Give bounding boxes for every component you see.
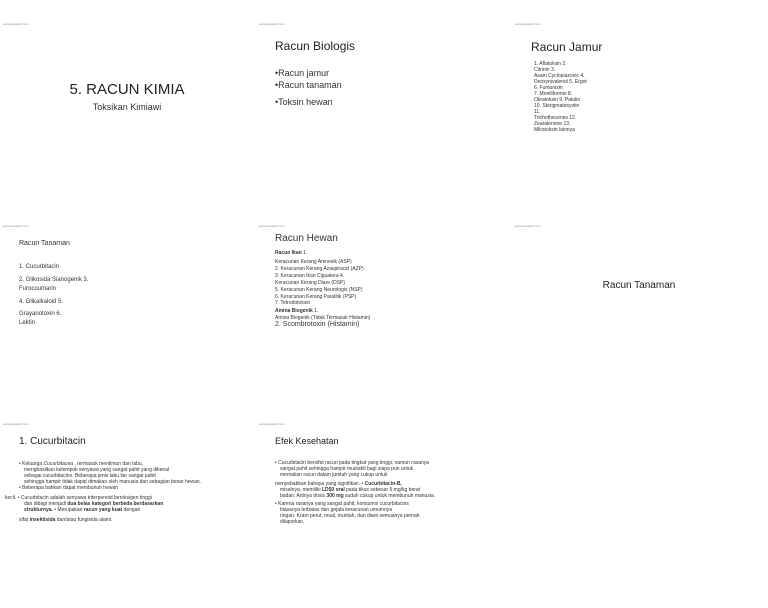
text-line: dilaporkan.	[280, 519, 305, 525]
text-span: LD50 oral	[321, 487, 345, 493]
text-line: sangat pahit sehingga hampir mustahil bagi siapa pun untuk	[280, 466, 414, 472]
slide-title: Racun Hewan	[275, 233, 338, 244]
mushroom-toxin-list	[534, 61, 587, 133]
text-span: dua belas kategori berbeda berdasarkan	[67, 501, 164, 507]
plant-toxin-list	[19, 263, 88, 328]
list-item: Keracunan Kerang Amnesik (ASP)	[275, 259, 352, 265]
slide-6	[512, 222, 766, 410]
slide-1	[0, 20, 254, 208]
text-line	[19, 517, 254, 523]
list-item: 7. Tetrodotoksin	[275, 300, 311, 306]
text-line: memakan racun dalam jumlah yang cukup untuk	[280, 472, 388, 478]
text-span: pada tikus sebesar 5 mg/kg berat	[344, 487, 421, 493]
slide-title: Racun Jamur	[531, 40, 603, 54]
amine-heading	[275, 308, 500, 314]
slide-7	[0, 420, 254, 608]
list-item: Grayanotoxin 6.	[19, 311, 62, 317]
text-line	[19, 507, 254, 513]
slide-5	[256, 222, 510, 410]
slide-label: www.research.com	[515, 22, 541, 26]
list-item: 2. Scombrotoxin (Histamin)	[275, 321, 360, 328]
list-item: Citrinin 3.	[534, 67, 556, 73]
list-item: Amina Biogenik (Tidak Termasuk Histamin)	[275, 315, 371, 321]
animal-toxin-content	[275, 250, 500, 329]
text-span: menyebabkan bahaya yang signifikan. •	[275, 481, 365, 487]
slide-3	[512, 20, 766, 208]
text-line: ringan. Kram perut, mual, muntah, dan diare semuanya pernah	[280, 513, 420, 519]
slide-title: Racun Tanaman	[19, 240, 70, 247]
text-span: Cucurbitacin-B,	[364, 481, 402, 487]
text-span: dan/atau fungisida alami.	[55, 517, 113, 523]
cucurbitacin-text	[5, 461, 254, 523]
list-item: 4. Glikalkaloid 5.	[19, 299, 64, 305]
fish-toxin-heading	[275, 250, 500, 256]
list-item: Trichothecenes 12.	[534, 115, 577, 121]
text-line: menghasilkan kelompok senyawa yang sangat pahit yang dikenal	[24, 467, 170, 473]
list-item: Zearalenone 13.	[534, 121, 571, 127]
list-item: Furocoumarin	[19, 286, 57, 292]
health-effects-text	[275, 460, 507, 525]
text-span: , termasuk mentimun dan labu,	[73, 461, 144, 467]
list-item: Asam Cyclopiazonic 4.	[534, 73, 585, 79]
slide-label: www.research.com	[3, 224, 29, 228]
list-item: 5. Keracunan Kerang Neurologis (NSP)	[275, 287, 363, 293]
text-span: insektisida	[29, 517, 56, 523]
fish-toxin-number: 1.	[301, 250, 308, 256]
slide-label: www.research.com	[515, 224, 541, 228]
text-line: sehingga hampir tidak dapat dimakan oleh manusia dan sebagian besar hewan.	[24, 479, 202, 485]
slide-title: Efek Kesehatan	[275, 436, 339, 446]
list-item: 6. Keracunan Kerang Paralitik (PSP)	[275, 294, 357, 300]
slide-title: Racun Tanaman	[602, 280, 676, 291]
slide-8	[256, 420, 510, 608]
text-span: Cucurbitacea	[43, 461, 74, 467]
list-item: 1. Aflatoksin 2.	[534, 61, 567, 67]
list-item: Mikotoksin lainnya	[534, 127, 575, 133]
text-span: sudah cukup untuk membunuh manusia.	[343, 493, 436, 499]
slide-label: www.research.com	[3, 22, 29, 26]
list-item: •Toksin hewan	[275, 97, 333, 107]
list-item: 10. Sterigmatosystin	[534, 103, 580, 109]
text-span: strukturnya.	[24, 507, 53, 513]
text-line: • Beberapa bahkan dapat membunuh hewan	[19, 485, 119, 491]
text-span: • Keluarga	[19, 461, 44, 467]
text-span: dan dibagi menjadi	[24, 501, 68, 507]
slide-label: www.research.com	[3, 422, 29, 426]
slide-title: 1. Cucurbitacin	[19, 436, 86, 447]
list-item: 6. Fumonisin	[534, 85, 563, 91]
list-item: 1. Cucurbitacin	[19, 264, 60, 270]
text-span: 300 mg	[326, 493, 344, 499]
text-line: • Karena rasanya yang sangat pahit, konsumsi cucurbitacins	[275, 501, 409, 507]
text-line	[275, 493, 507, 499]
slide-title: Racun Biologis	[275, 39, 356, 53]
text-span: • Merupakan	[52, 507, 84, 513]
list-item: Keracunan Kerang Diare (DSP)	[275, 280, 346, 286]
list-item: Deoxynivalenol 5. Ergot	[534, 79, 587, 85]
text-span: misalnya, memiliki	[280, 487, 322, 493]
list-item: Lektin	[19, 320, 36, 326]
list-item: •Racun tanaman	[275, 80, 342, 90]
text-line: • Cucurbitacin bersifat racun pada tingkat yang tinggi, namun rasanya	[275, 460, 430, 466]
amine-number: 1.	[312, 308, 319, 314]
amine-label: Amina Biogenik	[275, 308, 313, 314]
text-line: biasanya terbatas dan gejala keracunan umumnya	[280, 507, 393, 513]
slide-4	[0, 222, 254, 410]
text-line: sebagai cucurbitacins. Beberapa jenis labu liar sangat pahit	[24, 473, 156, 479]
list-item: 11.	[534, 109, 541, 115]
slide-2	[256, 20, 510, 208]
list-item: 3. Keracunan Ikan Ciguatera 4.	[275, 273, 345, 279]
list-item: Okratoksin 9. Patulin	[534, 97, 581, 103]
text-line: kecil. • Cucurbitacin adalah senyawa triterpenoid beroksigen tinggi	[5, 495, 152, 501]
slide-label: www.research.com	[259, 224, 285, 228]
slide-title: 5. RACUN KIMIA	[69, 81, 185, 98]
fish-toxin-label: Racun Ikan	[275, 250, 302, 256]
slide-subtitle: Toksikan Kimiawi	[92, 102, 162, 112]
text-span: sifat	[19, 517, 30, 523]
slide-label: www.research.com	[259, 22, 285, 26]
list-item: 2. Keracunan Kerang Azaspiracid (AZP)	[275, 266, 364, 272]
text-span: badan. Artinya dosis	[280, 493, 327, 499]
bullet-list	[275, 67, 342, 108]
list-item: 2. Glikosida Sianogenik 3.	[19, 277, 89, 283]
list-item: 7. Moniliformin 8.	[534, 91, 573, 97]
list-item: •Racun jamur	[275, 68, 330, 78]
text-span: racun yang kuat	[83, 507, 123, 513]
slide-label: www.research.com	[259, 422, 285, 426]
text-span: dengan	[122, 507, 141, 513]
